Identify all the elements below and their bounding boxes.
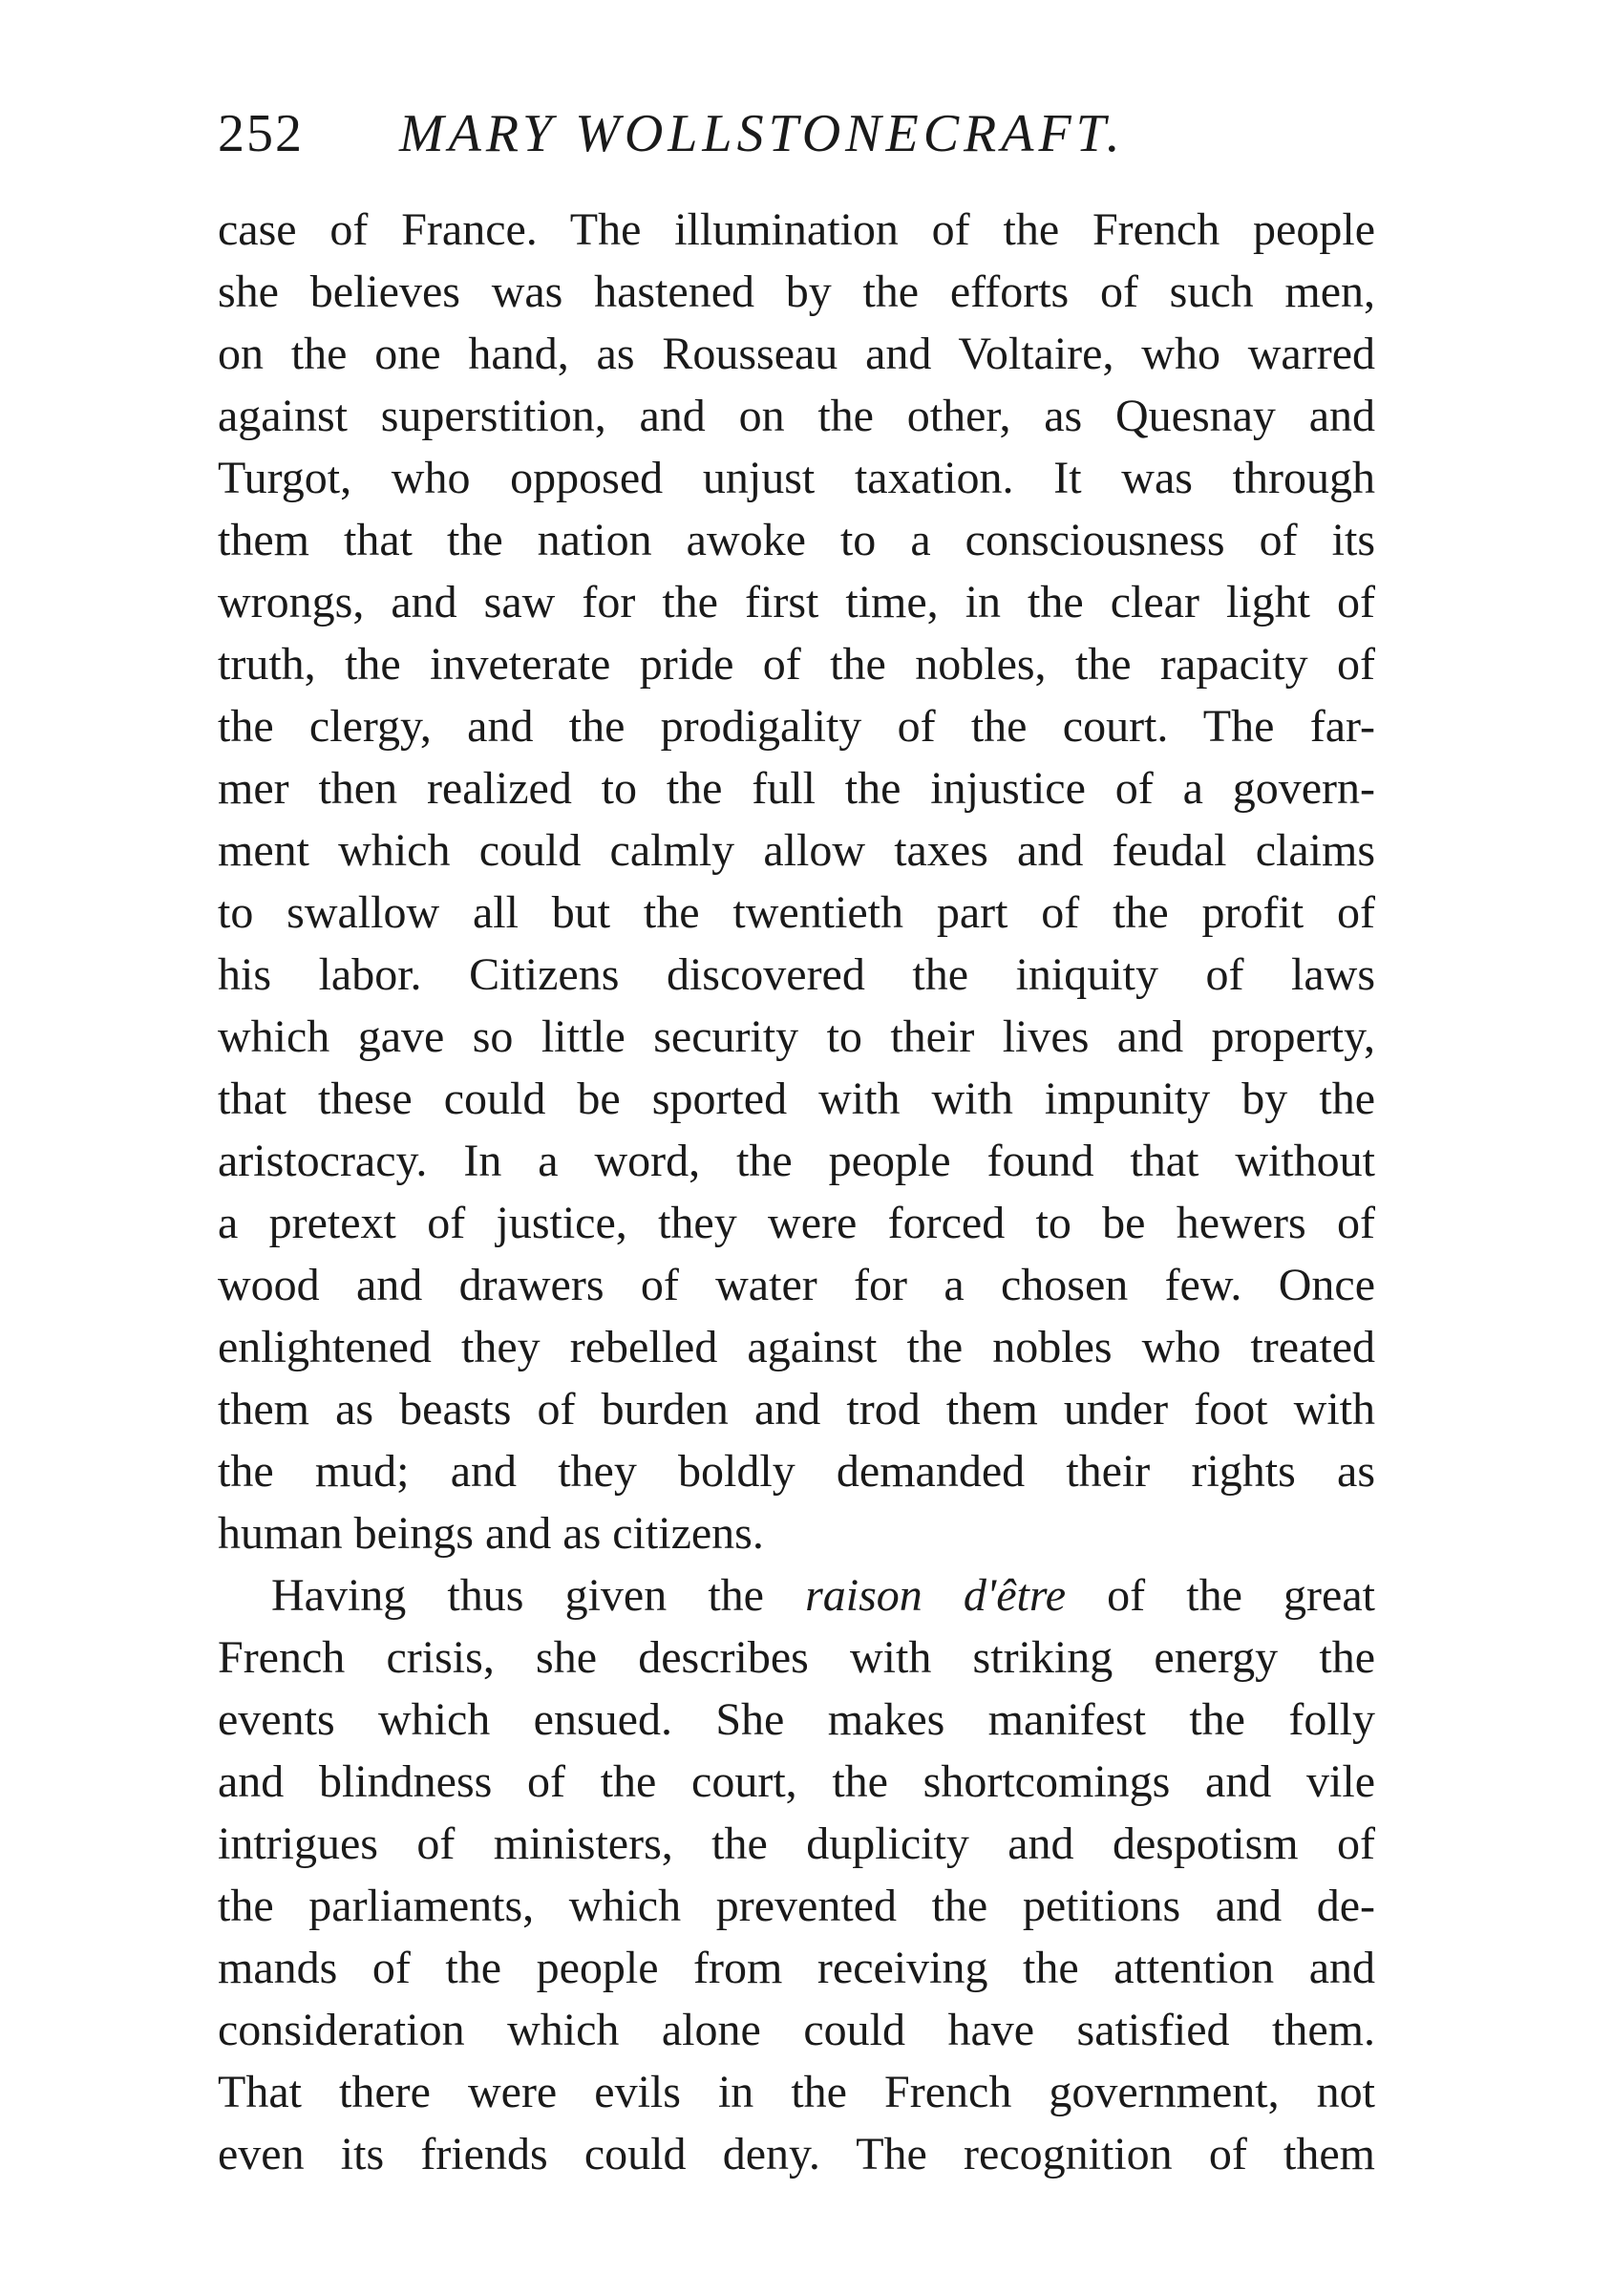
paragraph-1 xyxy=(218,199,1375,1564)
text-line: to swallow all but the twentieth part of the profit of xyxy=(218,887,1375,938)
text-line: ment which could calmly allow taxes and feudal claims xyxy=(218,825,1375,876)
text-line: them as beasts of burden and trod them under foot with xyxy=(218,1384,1375,1435)
running-title: MARY WOLLSTONECRAFT. xyxy=(399,104,1125,163)
paragraph-2 xyxy=(218,1564,1375,2185)
text-line: even its friends could deny. The recognition of them xyxy=(218,2129,1375,2179)
text-line: mands of the people from receiving the attention and xyxy=(218,1943,1375,1993)
text-line: she believes was hastened by the efforts of such men, xyxy=(218,266,1375,317)
text-line: them that the nation awoke to a consciousness of its xyxy=(218,515,1375,565)
text-line: case of France. The illumination of the French people xyxy=(218,204,1375,255)
text-line: Turgot, who opposed unjust taxation. It was through xyxy=(218,453,1375,503)
text-line: French crisis, she describes with striking energy the xyxy=(218,1632,1375,1683)
text-line: consideration which alone could have satisfied them. xyxy=(218,2005,1375,2055)
text-line xyxy=(218,1564,1375,1626)
text-line: a pretext of justice, they were forced to be hewers of xyxy=(218,1198,1375,1248)
text-line: human beings and as citizens. xyxy=(218,1508,764,1559)
text-line: wood and drawers of water for a chosen few. Once xyxy=(218,1260,1375,1310)
text-line: his labor. Citizens discovered the iniquity of laws xyxy=(218,949,1375,1000)
text-line: and blindness of the court, the shortcomings and vile xyxy=(218,1756,1375,1807)
body-text xyxy=(218,199,1375,2185)
text-line: intrigues of ministers, the duplicity and despotism of xyxy=(218,1818,1375,1869)
text-line: the mud; and they boldly demanded their rights as xyxy=(218,1446,1375,1497)
text-line: against superstition, and on the other, as Quesnay and xyxy=(218,391,1375,441)
italic-phrase: raison d'être xyxy=(805,1570,1067,1621)
text-run: of the great xyxy=(1066,1570,1375,1621)
text-line: truth, the inveterate pride of the nobles, the rapacity of xyxy=(218,639,1375,690)
running-head xyxy=(218,96,1421,172)
text-line: on the one hand, as Rousseau and Voltaire, who warred xyxy=(218,329,1375,379)
text-run: Having thus given the xyxy=(271,1570,806,1621)
text-line: enlightened they rebelled against the nobles who treated xyxy=(218,1322,1375,1372)
text-line: wrongs, and saw for the first time, in the clear light of xyxy=(218,577,1375,627)
page-number: 252 xyxy=(218,104,304,163)
text-line: the parliaments, which prevented the petitions and de- xyxy=(218,1881,1375,1931)
text-line: the clergy, and the prodigality of the court. The far- xyxy=(218,701,1375,752)
text-line: events which ensued. She makes manifest the folly xyxy=(218,1694,1375,1745)
text-line: which gave so little security to their lives and property, xyxy=(218,1011,1375,1062)
text-line: mer then realized to the full the injustice of a govern- xyxy=(218,763,1375,814)
text-line: That there were evils in the French government, not xyxy=(218,2067,1375,2117)
text-line: that these could be sported with with impunity by the xyxy=(218,1074,1375,1124)
text-line: aristocracy. In a word, the people found that without xyxy=(218,1136,1375,1186)
